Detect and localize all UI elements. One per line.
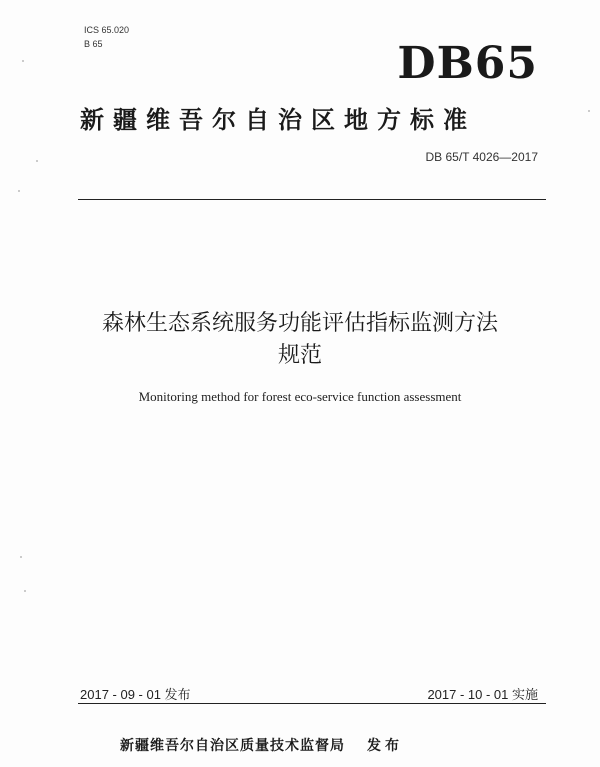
scan-speck <box>588 110 590 112</box>
issue-date: 2017 - 09 - 01 发布 <box>80 687 191 702</box>
standard-code-logo: DB65 <box>397 38 538 89</box>
header-divider <box>78 199 546 200</box>
ccs-code: B 65 <box>84 39 103 49</box>
scan-speck <box>36 160 38 162</box>
standard-type-heading: 新疆维吾尔自治区地方标准 <box>80 106 476 134</box>
scan-speck <box>18 190 20 192</box>
implementation-date: 2017 - 10 - 01 实施 <box>427 687 538 702</box>
chinese-title-line-1: 森林生态系统服务功能评估指标监测方法 <box>101 311 498 336</box>
classification-codes <box>84 23 129 51</box>
issuer-name: 新疆维吾尔自治区质量技术监督局 <box>120 738 345 754</box>
english-title: Monitoring method for forest eco-service function assessment <box>138 389 462 404</box>
ics-code: ICS 65.020 <box>84 25 130 35</box>
scan-speck <box>22 60 24 62</box>
chinese-title <box>60 308 540 372</box>
scan-speck <box>20 556 22 558</box>
footer-divider <box>78 703 546 704</box>
publish-label: 发布 <box>367 738 403 754</box>
issuing-authority <box>120 735 403 755</box>
standard-number: DB 65/T 4026—2017 <box>425 150 538 164</box>
chinese-title-line-2: 规范 <box>277 343 322 368</box>
scan-speck <box>24 590 26 592</box>
